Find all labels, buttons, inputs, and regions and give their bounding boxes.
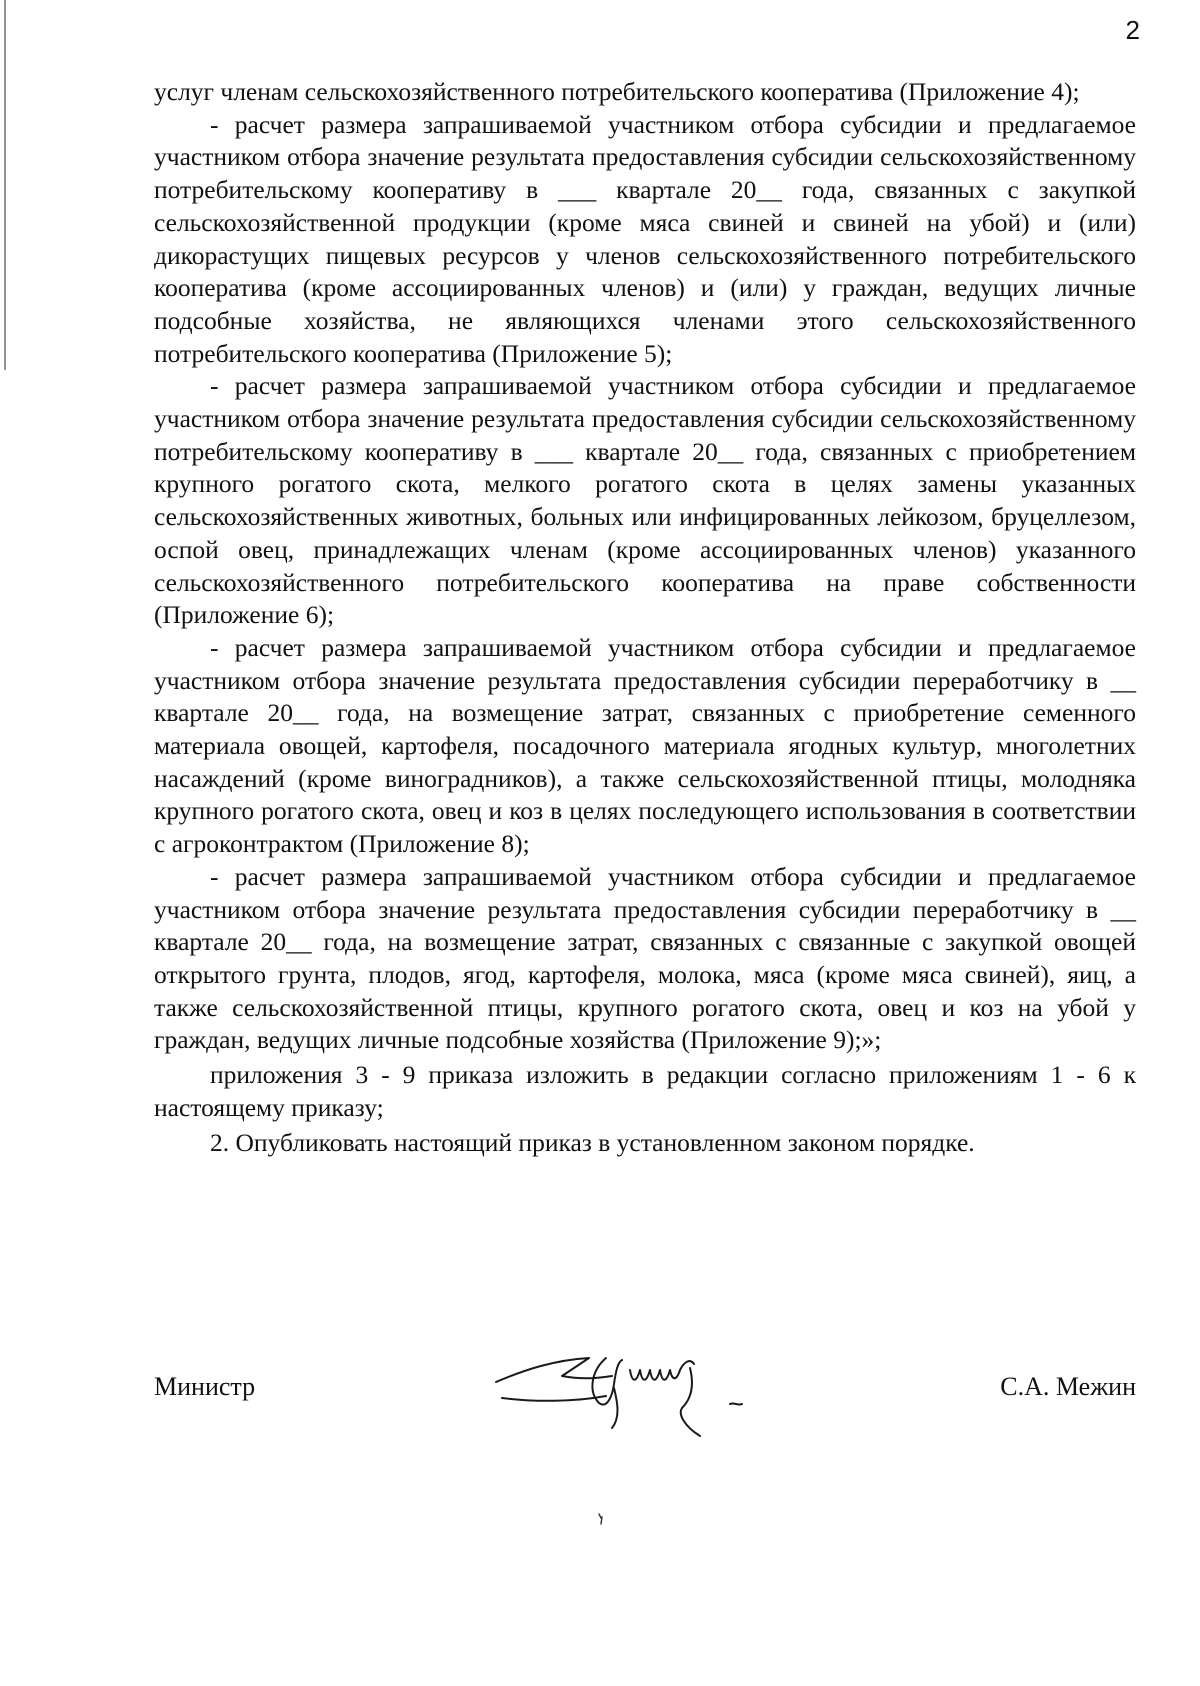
page-number: 2 (1125, 15, 1140, 45)
paragraph-4: - расчет размера запрашиваемой участником отбора субсидии и предлагаемое участником отбора значение результата предоставления субсидии переработчику в __ квартале 20__ года, на возмещение затрат, связанных с приобретение семенного материала овощей, картофеля, посадочного материала ягодных культур, многолетних насаждений (кроме виноградников), а также сельскохозяйственной птицы, молодняка крупного рогатого скота, овец и коз в целях последующего использования в соответствии с агроконтрактом (Приложение 8); (154, 632, 1136, 859)
paragraph-7: 2. Опубликовать настоящий приказ в установленном законом порядке. (210, 1127, 975, 1157)
paragraph-6: приложения 3 - 9 приказа изложить в редакции согласно приложениям 1 - 6 к настоящему приказу; (154, 1060, 1136, 1122)
paragraph-3: - расчет размера запрашиваемой участником отбора субсидии и предлагаемое участником отбора значение результата предоставления субсидии сельскохозяйственному потребительскому кооперативу в ___ квартале 20__ года, связанных с приобретением крупного рогатого скота, мелкого рогатого скота в целях замены указанных сельскохозяйственных животных, больных или инфицированных лейкозом, бруцеллезом, оспой овец, принадлежащих членам (кроме ассоциированных членов) указанного сельскохозяйственного потребительского кооператива на праве собственности (Приложение 6); (154, 371, 1136, 630)
handwritten-signature (494, 1340, 754, 1450)
signature-block (154, 1364, 1136, 1464)
signatory-role: Министр (154, 1372, 256, 1401)
signatory-name: С.А. Межин (1000, 1372, 1136, 1401)
paragraph-1: услуг членам сельскохозяйственного потребительского кооператива (Приложение 4); (154, 77, 1080, 106)
paragraph-5: - расчет размера запрашиваемой участником отбора субсидии и предлагаемое участником отбора значение результата предоставления субсидии переработчику в __ квартале 20__ года, на возмещение затрат, связанных с связанные с закупкой овощей открытого грунта, плодов, ягод, картофеля, молока, мяса (кроме мяса свиней), яиц, а также сельскохозяйственной птицы, крупного рогатого скота, овец и коз на убой у граждан, ведущих личные подсобные хозяйства (Приложение 9);»; (154, 861, 1136, 1055)
paragraph-2: - расчет размера запрашиваемой участником отбора субсидии и предлагаемое участником отбора значение результата предоставления субсидии сельскохозяйственному потребительскому кооперативу в ___ квартале 20__ года, связанных с закупкой сельскохозяйственной продукции (кроме мяса свиней и свиней на убой) и (или) дикорастущих пищевых ресурсов у членов сельскохозяйственного потребительского кооператива (кроме ассоциированных членов) и (или) у граждан, ведущих личные подсобные хозяйства, не являющихся членами этого сельскохозяйственного потребительского кооператива (Приложение 5); (154, 109, 1136, 368)
document-body (154, 76, 1136, 1159)
scan-edge-line (4, 0, 6, 370)
scan-speck-mark (596, 1512, 606, 1526)
